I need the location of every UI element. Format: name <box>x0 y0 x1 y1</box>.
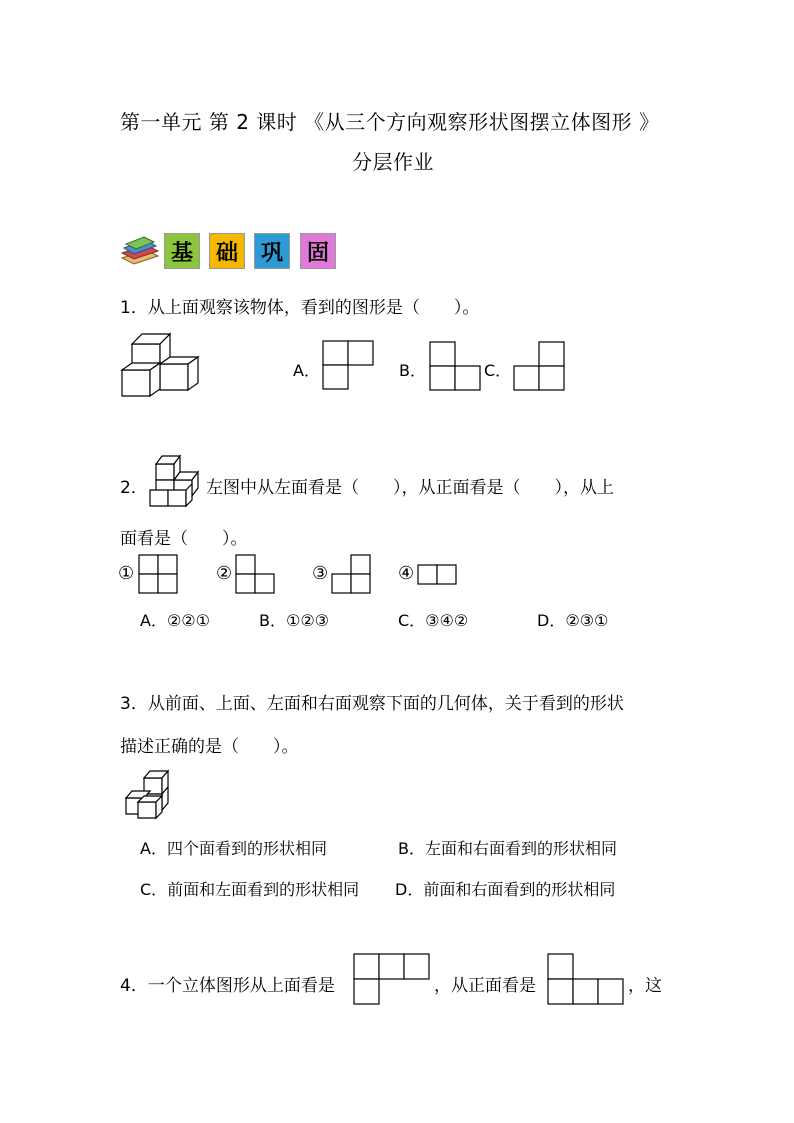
question-4-front-view-figure <box>547 953 625 1005</box>
question-2-figure-label-1: ① <box>118 563 135 584</box>
question-2-option-d: D．②③① <box>537 611 609 630</box>
question-1-option-a-figure <box>322 340 376 390</box>
question-3-option-d: D．前面和右面看到的形状相同 <box>395 880 616 899</box>
question-2-option-c: C．③④② <box>398 611 469 630</box>
question-2-number: 2． <box>120 478 148 498</box>
question-2-text: 左图中从左面看是（ ），从正面看是（ ），从上 <box>206 478 614 498</box>
question-4-text-end: ，这 <box>628 976 662 996</box>
question-3-text: 3．从前面、上面、左面和右面观察下面的几何体，关于看到的形状 <box>120 694 624 714</box>
badge-gong: 巩 <box>254 233 290 269</box>
question-3-option-a: A．四个面看到的形状相同 <box>140 839 327 858</box>
question-2-solid-figure <box>146 452 204 510</box>
badge-chu: 础 <box>209 233 245 269</box>
question-1-option-b: B． <box>399 361 426 380</box>
question-3-option-b: B．左面和右面看到的形状相同 <box>398 839 617 858</box>
question-2-figure-1 <box>138 554 180 596</box>
question-2-option-b: B．①②③ <box>259 611 330 630</box>
question-2-figure-label-4: ④ <box>398 563 415 584</box>
question-1-option-a: A． <box>293 361 320 380</box>
page-title: 第一单元 第 2 课时 《从三个方向观察形状图摆立体图形 》 <box>120 110 660 134</box>
books-icon <box>120 236 160 268</box>
question-3-option-c: C．前面和左面看到的形状相同 <box>140 880 360 899</box>
page-subtitle: 分层作业 <box>352 150 434 174</box>
question-2-figure-3 <box>331 554 373 596</box>
question-2-text-continued: 面看是（ ）。 <box>120 529 248 549</box>
question-2-figure-label-3: ③ <box>312 563 329 584</box>
question-2-figure-label-2: ② <box>216 563 233 584</box>
question-1-text: 1．从上面观察该物体，看到的图形是（ ）。 <box>120 298 480 318</box>
badge-gu: 固 <box>300 233 336 269</box>
question-1-option-b-figure <box>429 341 483 391</box>
question-4-text-middle: ，从正面看是 <box>434 976 536 996</box>
question-1-option-c-figure <box>513 341 567 391</box>
question-2-figure-2 <box>235 554 277 596</box>
question-4-text: 4．一个立体图形从上面看是 <box>120 976 335 996</box>
question-3-text-continued: 描述正确的是（ ）。 <box>120 737 299 757</box>
question-1-solid-figure <box>120 332 200 394</box>
question-3-solid-figure <box>122 768 178 820</box>
question-4-top-view-figure <box>353 953 431 1005</box>
question-2-option-a: A．②②① <box>140 611 210 630</box>
question-2-figure-4 <box>417 564 459 586</box>
badge-ji: 基 <box>164 233 200 269</box>
question-1-option-c: C． <box>484 361 512 380</box>
